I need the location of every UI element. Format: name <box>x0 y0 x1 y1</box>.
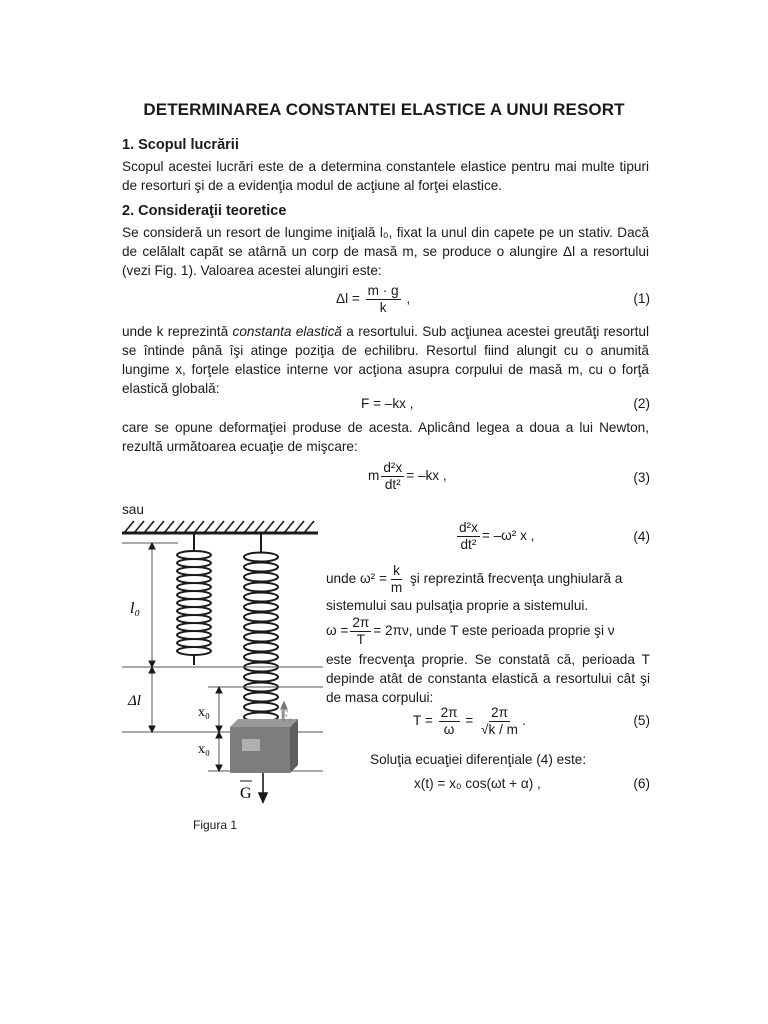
spring-loaded <box>244 533 278 731</box>
paragraph-1: Se consideră un resort de lungime iniţială l₀, fixat la unul din capete pe un stativ. Dacă de celălalt capăt se atârnă un corp de masă m, se produce o alungire Δl a resortului (vezi Fig. 1). Valoarea acestei alungiri este: <box>122 225 649 278</box>
section-1-text: Scopul acestei lucrări este de a determina constantele elastice pentru mai multe tipuri de resorturi şi de a evidenţia modul de acţiune al forţei elastice. <box>122 159 649 193</box>
label-g: G <box>240 785 252 802</box>
equation-6-number: (6) <box>633 776 650 791</box>
omega-definition: unde ω² = $\frac{k}{m}$ şi reprezintă frecvenţa unghiulară a sistemului sau pulsaţia proprie a sistemului. <box>326 563 623 613</box>
solution-text: Soluţia ecuaţiei diferenţiale (4) este: <box>370 752 587 767</box>
ceiling-hatch <box>122 521 318 533</box>
figure-caption: Figura 1 <box>193 818 238 832</box>
spring-unloaded <box>177 533 211 665</box>
label-x0-lower: x₀ <box>198 742 210 757</box>
section-2-heading: 2. Consideraţii teoretice <box>122 203 287 219</box>
equation-4: $\frac{\text{d²x}}{\text{dt²}}$ = –ω² x , <box>459 520 535 552</box>
paragraph-2: unde k reprezintă constanta elastică a resortului. Sub acţiunea acestei greutăţi resortul se întinde până îşi atinge poziţia de echilibru. Resortul fiind alungit cu o anumită lungime x, forţele elastice interne vor acţiona asupra corpului de masă m, cu o forţă elastică globală: <box>122 324 649 396</box>
label-delta-l: Δl <box>128 693 141 709</box>
sau-label: sau <box>122 502 144 517</box>
page-title: DETERMINAREA CONSTANTEI ELASTICE A UNUI RESORT <box>143 100 625 119</box>
label-fe: $F_e$ <box>280 708 293 725</box>
equation-3-number: (3) <box>633 470 650 485</box>
label-l0: l₀ <box>130 600 141 617</box>
mass-block <box>230 719 298 773</box>
equation-1: Δl = $\frac{m \cdot g}{k}$ , <box>336 283 411 315</box>
equation-5: T = $\frac{2\pi}{\omega}$ = $\frac{2\pi}{√k / m}$ . <box>413 705 526 737</box>
equation-1-number: (1) <box>633 291 650 306</box>
equation-5-number: (5) <box>633 713 650 728</box>
equation-6: x(t) = x₀ cos(ωt + α) , <box>414 776 541 791</box>
equation-2: F = –kx , <box>361 396 414 411</box>
equation-4-number: (4) <box>633 529 650 544</box>
label-x0-upper: x₀ <box>198 705 210 720</box>
period-text: este frecvenţa proprie. Se constată că, perioada T depinde atât de constanta elastică a resortului cât şi de masa corpului: <box>326 652 650 705</box>
gravity-arrow <box>259 773 267 802</box>
figure-spring-diagram <box>118 515 323 805</box>
section-1-heading: 1. Scopul lucrării <box>122 137 239 153</box>
paragraph-3: care se opune deformaţiei produse de acesta. Aplicând legea a doua a lui Newton, rezultă următoarea ecuaţie de mişcare: <box>122 420 649 454</box>
equation-3: m $\frac{\text{d²x}}{\text{dt²}}$ = –kx , <box>368 460 447 492</box>
equation-2-number: (2) <box>633 396 650 411</box>
omega-period-relation: ω = $\frac{2\pi}{T}$ = 2πν, unde T este perioada proprie şi ν <box>326 615 615 647</box>
